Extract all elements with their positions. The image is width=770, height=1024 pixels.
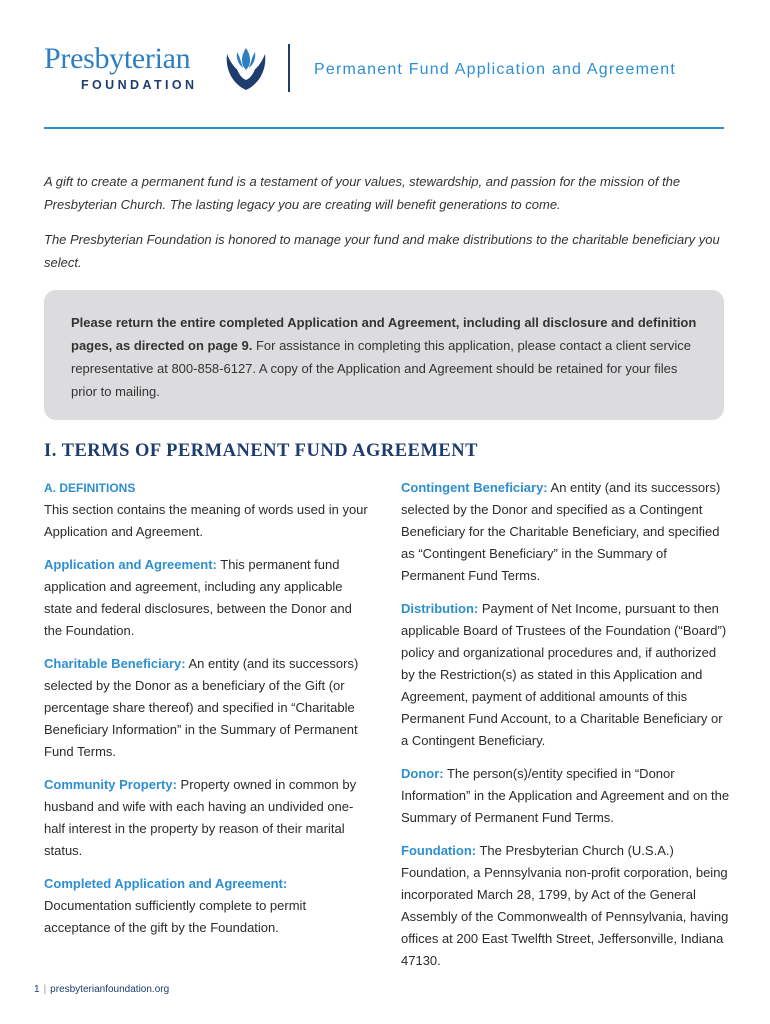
intro-text-1: A gift to create a permanent fund is a testament of your values, stewardship, and passion for the mission of the Presbyterian Church. The lasting legacy you are creating will benefit generations to come. xyxy=(44,174,681,212)
definition-entry xyxy=(401,840,731,972)
definition-term: Community Property: xyxy=(44,777,177,792)
page-header xyxy=(44,40,724,100)
definition-text: Payment of Net Income, pursuant to then applicable Board of Trustees of the Foundation (“Board”) policy and organizational procedures and, if authorized by the Restriction(s) as stated in this Application and Agreement, payment of additional amounts of this Permanent Fund Account, to a Charitable Beneficiary or a Contingent Beneficiary. xyxy=(401,601,727,748)
header-divider xyxy=(288,44,290,92)
page-footer xyxy=(34,984,169,995)
definition-term: Application and Agreement: xyxy=(44,557,217,572)
logo-wordmark: Presbyterian xyxy=(44,42,191,75)
definition-entry xyxy=(44,554,369,642)
section-title: I. TERMS OF PERMANENT FUND AGREEMENT xyxy=(44,441,478,461)
document-title: Permanent Fund Application and Agreement xyxy=(314,61,676,78)
definitions-intro: This section contains the meaning of words used in your Application and Agreement. xyxy=(44,502,368,539)
definition-term: Donor: xyxy=(401,766,444,781)
definition-term: Contingent Beneficiary: xyxy=(401,480,548,495)
definition-term: Distribution: xyxy=(401,601,479,616)
definition-term: Completed Application and Agreement: xyxy=(44,876,288,891)
definition-entry xyxy=(401,763,731,829)
definition-entry xyxy=(401,477,731,587)
definitions-subhead: A. DEFINITIONS xyxy=(44,481,136,495)
definition-text: The Presbyterian Church (U.S.A.) Foundation, a Pennsylvania non-profit corporation, being incorporated March 28, 1799, by Act of the General Assembly of the Commonwealth of Pennsylvania, having offices at 200 East Twelfth Street, Jeffersonville, Indiana 47130. xyxy=(401,843,729,968)
definition-text: An entity (and its successors) selected by the Donor as a beneficiary of the Gift (or percentage share thereof) and specified in “Charitable Beneficiary Information” in the Summary of Permanent Fund Terms. xyxy=(44,656,359,759)
definition-text: Property owned in common by husband and wife with each having an undivided one-half interest in the property by reason of their marital status. xyxy=(44,777,357,858)
notice-bold-text: Please return the entire completed Application and Agreement, including all disclosure and definition pages, as directed on page 9. xyxy=(71,315,697,353)
header-rule xyxy=(44,127,724,129)
notice-rest-text: For assistance in completing this application, please contact a client service representative at 800-858-6127. A copy of the Application and Agreement should be retained for your files prior to mailing. xyxy=(71,338,691,399)
intro-paragraph-2 xyxy=(44,228,734,274)
footer-separator: | xyxy=(43,984,47,995)
notice-text xyxy=(71,311,701,403)
definitions-right-column xyxy=(401,477,731,983)
definition-text: An entity (and its successors) selected by the Donor and specified as a Contingent Beneficiary for the Charitable Beneficiary, and specified as “Contingent Beneficiary” in the Summary of Permanent Fund Terms. xyxy=(401,480,721,583)
definition-text: The person(s)/entity specified in “Donor Information” in the Application and Agreement and on the Summary of Permanent Fund Terms. xyxy=(401,766,730,825)
definition-entry xyxy=(44,873,369,939)
footer-website-link[interactable]: presbyterianfoundation.org xyxy=(50,984,170,995)
intro-text-2: The Presbyterian Foundation is honored to manage your fund and make distributions to the charitable beneficiary you select. xyxy=(44,232,720,270)
logo-subtitle: FOUNDATION xyxy=(81,78,198,92)
definition-term: Foundation: xyxy=(401,843,477,858)
page-number: 1 xyxy=(34,984,40,995)
definition-entry xyxy=(401,598,731,752)
return-instructions-box xyxy=(44,290,724,420)
intro-paragraph-1 xyxy=(44,170,734,216)
foundation-emblem-icon xyxy=(221,44,271,92)
definition-entry xyxy=(44,653,369,763)
definition-text: This permanent fund application and agreement, including any applicable state and federal disclosures, between the Donor and the Foundation. xyxy=(44,557,352,638)
definition-term: Charitable Beneficiary: xyxy=(44,656,186,671)
definition-entry xyxy=(44,774,369,862)
definitions-left-column xyxy=(44,477,369,950)
definition-text: Documentation sufficiently complete to permit acceptance of the gift by the Foundation. xyxy=(44,898,307,935)
